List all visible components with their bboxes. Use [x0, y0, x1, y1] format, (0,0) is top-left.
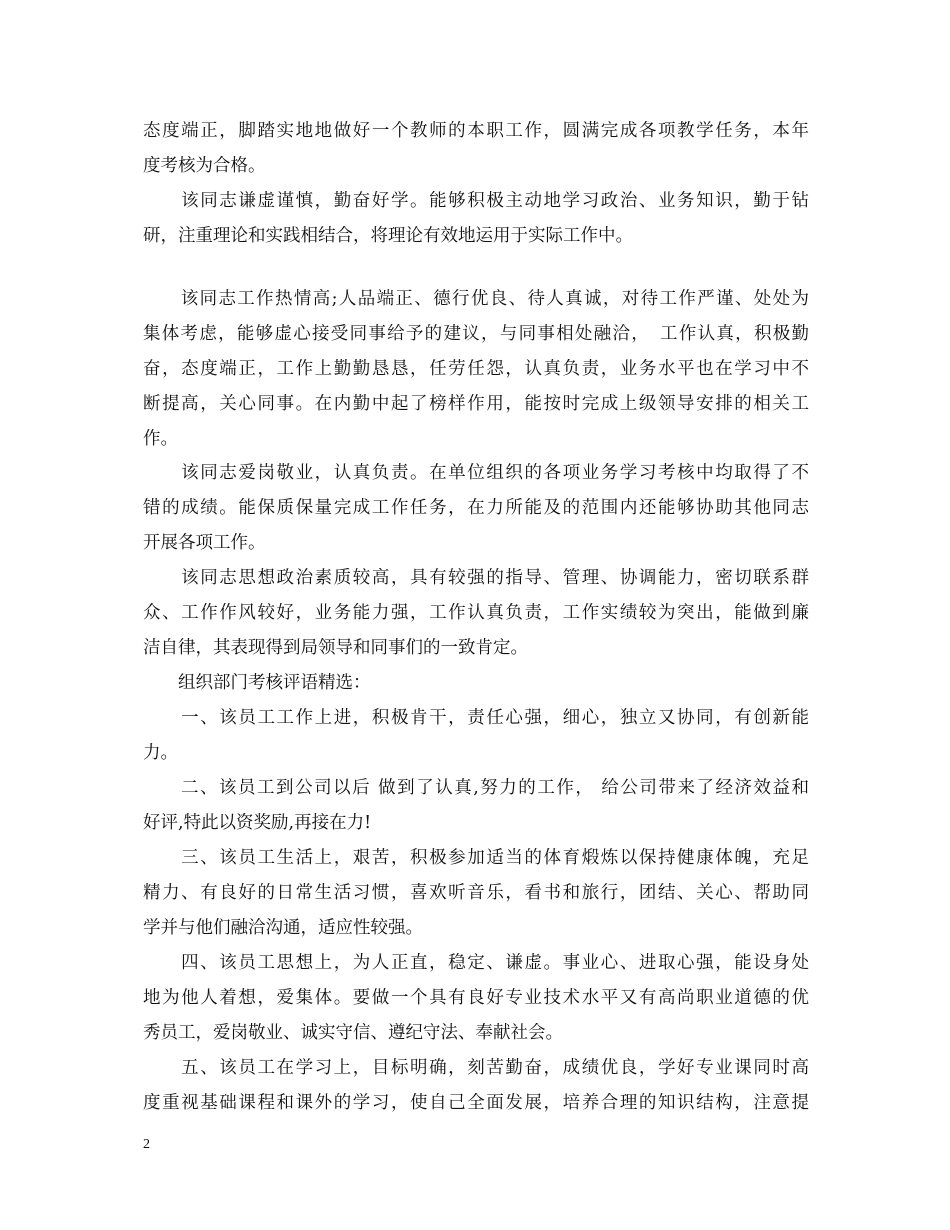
text-line: 奋，态度端正，工作上勤勤恳恳，任劳任怨，认真负责，业务水平也在学习中不 [143, 359, 809, 379]
text-line: 集体考虑，能够虚心接受同事给予的建议，与同事相处融洽， 工作认真，积极勤 [143, 324, 809, 344]
page-number: 2 [143, 1137, 150, 1152]
text-line: 态度端正，脚踏实地地做好一个教师的本职工作，圆满完成各项教学任务，本年 [143, 121, 809, 141]
text-line: 三、该员工生活上，艰苦，积极参加适当的体育煅炼以保持健康体魄，充足 [143, 848, 809, 868]
text-line: 一、该员工工作上进，积极肯干，责任心强，细心，独立又协同，有创新能 [143, 708, 809, 728]
text-line: 度考核为合格。 [143, 156, 266, 176]
text-line: 学并与他们融洽沟通，适应性较强。 [143, 918, 423, 938]
text-line: 该同志思想政治素质较高，具有较强的指导、管理、协调能力，密切联系群 [143, 568, 809, 588]
text-line: 错的成绩。能保质保量完成工作任务，在力所能及的范围内还能够协助其他同志 [143, 498, 809, 518]
text-line: 开展各项工作。 [143, 533, 266, 553]
text-line: 作。 [143, 429, 178, 449]
text-line: 精力、有良好的日常生活习惯，喜欢听音乐，看书和旅行，团结、关心、帮助同 [143, 883, 809, 903]
text-line: 该同志谦虚谨慎，勤奋好学。能够积极主动地学习政治、业务知识，勤于钻 [143, 191, 809, 211]
text-line: 洁自律，其表现得到局领导和同事们的一致肯定。 [143, 638, 528, 658]
text-line: 断提高，关心同事。在内勤中起了榜样作用，能按时完成上级领导安排的相关工 [143, 394, 809, 414]
text-line: 秀员工，爱岗敬业、诚实守信、遵纪守法、奉献社会。 [143, 1023, 563, 1043]
text-line: 地为他人着想，爱集体。要做一个具有良好专业技术水平又有高尚职业道德的优 [143, 988, 809, 1008]
text-line: 众、工作作风较好，业务能力强，工作认真负责，工作实绩较为突出，能做到廉 [143, 603, 809, 623]
text-line: 该同志爱岗敬业，认真负责。在单位组织的各项业务学习考核中均取得了不 [143, 463, 809, 483]
text-line: 四、该员工思想上，为人正直，稳定、谦虚。事业心、进取心强，能设身处 [143, 953, 809, 973]
text-line: 二、该员工到公司以后 做到了认真,努力的工作， 给公司带来了经济效益和 [143, 778, 809, 798]
text-line: 力。 [143, 743, 178, 763]
text-line: 好评,特此以资奖励,再接在力! [143, 813, 372, 833]
section-heading: 组织部门考核评语精选： [143, 673, 371, 693]
text-line: 研，注重理论和实践相结合，将理论有效地运用于实际工作中。 [143, 226, 633, 246]
text-line: 该同志工作热情高;人品端正、德行优良、待人真诚，对待工作严谨、处处为 [143, 289, 809, 309]
text-line: 五、该员工在学习上，目标明确，刻苦勤奋，成绩优良，学好专业课同时高 [143, 1058, 809, 1078]
text-line: 度重视基础课程和课外的学习，使自己全面发展，培养合理的知识结构，注意提 [143, 1093, 809, 1113]
